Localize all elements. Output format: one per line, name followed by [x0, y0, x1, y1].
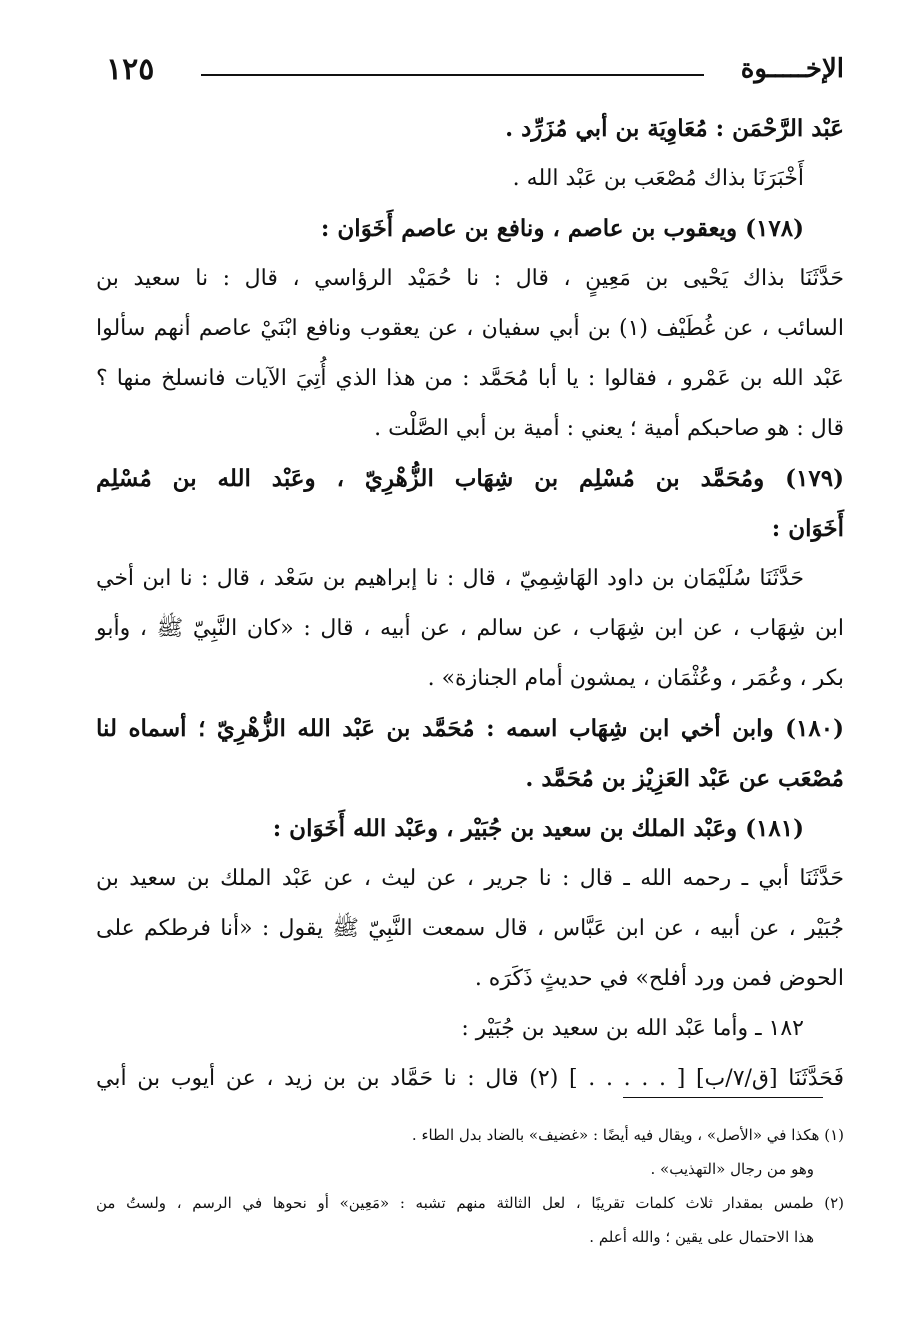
text-line: جُبَيْر ، عن أبيه ، عن ابن عَبَّاس ، قال سمعت النَّبِيّ ﷺ يقول : «أنا فرطكم على — [96, 916, 844, 941]
footnote-1: (١) هكذا في «الأصل» ، ويقال فيه أيضًا : «غضيف» بالضاد بدل الطاء . — [411, 1126, 844, 1144]
text-line: أَخْبَرَنَا بذاك مُصْعَب بن عَبْد الله . — [512, 166, 804, 191]
page-number: ١٢٥ — [106, 52, 155, 87]
section-heading-179: (١٧٩) ومُحَمَّد بن مُسْلِم بن شِهَاب الزُّهْرِيّ ، وعَبْد الله بن مُسْلِم — [96, 465, 844, 492]
header-rule — [201, 74, 704, 76]
section-heading-178: (١٧٨) ويعقوب بن عاصم ، ونافع بن عاصم أَخَوَان : — [320, 215, 804, 242]
section-heading-181: (١٨١) وعَبْد الملك بن سعيد بن جُبَيْر ، وعَبْد الله أَخَوَان : — [272, 815, 804, 842]
text-line: الحوض فمن ورد أفلح» في حديثٍ ذَكَرَه . — [474, 966, 844, 991]
text-line: بكر ، وعُمَر ، وعُثْمَان ، يمشون أمام الجنازة» . — [427, 666, 844, 691]
page-header — [96, 50, 844, 90]
footnote-rule — [623, 1097, 823, 1098]
text-line: حَدَّثَنَا بذاك يَحْيى بن مَعِينٍ ، قال : نا حُمَيْد الرؤاسي ، قال : نا سعيد بن — [96, 266, 844, 291]
text-line: ابن شِهَاب ، عن ابن شِهَاب ، عن سالم ، عن أبيه ، قال : «كان النَّبِيّ ﷺ ، وأبو — [96, 616, 844, 641]
text-line: السائب ، عن غُطَيْف (١) بن أبي سفيان ، عن يعقوب ونافع ابْنَيْ عاصم أنهم سألوا — [96, 316, 844, 341]
text-line: حَدَّثَنَا أبي ـ رحمه الله ـ قال : نا جرير ، عن ليث ، عن عَبْد الملك بن سعيد بن — [96, 866, 844, 891]
text-line: حَدَّثَنَا سُلَيْمَان بن داود الهَاشِمِيّ ، قال : نا إبراهيم بن سَعْد ، قال : نا ابن أخي — [96, 566, 804, 591]
text-line: فَحَدَّثَنَا [ق/٧/ب] [ . . . . . ] (٢) قال : نا حَمَّاد بن بن زيد ، عن أيوب بن أبي — [96, 1066, 845, 1091]
footnote-2: (٢) طمس بمقدار ثلاث كلمات تقريبًا ، لعل الثالثة منهم تشبه : «مَعِين» أو نحوها في الرسم ، ولستُ من — [96, 1194, 844, 1212]
running-title: الإخـــــوة — [740, 54, 844, 84]
text-line: أَخَوَان : — [771, 515, 844, 542]
text-line: عَبْد الله بن عَمْرو ، فقالوا : يا أبا مُحَمَّد : من هذا الذي أُتِيَ الآيات فانسلخ منها ؟ — [96, 366, 844, 391]
text-line: قال : هو صاحبكم أمية ؛ يعني : أمية بن أبي الصَّلْت . — [374, 416, 844, 441]
text-line: عَبْد الرَّحْمَن : مُعَاوِيَة بن أبي مُزَرِّد . — [505, 115, 844, 142]
footnote-line: هذا الاحتمال على يقين ؛ والله أعلم . — [589, 1228, 814, 1246]
section-heading-180: (١٨٠) وابن أخي ابن شِهَاب اسمه : مُحَمَّد بن عَبْد الله الزُّهْرِيّ ؛ أسماه لنا — [96, 715, 844, 742]
text-line: مُصْعَب عن عَبْد العَزِيْز بن مُحَمَّد . — [525, 765, 844, 792]
section-heading-182: ١٨٢ ـ وأما عَبْد الله بن سعيد بن جُبَيْر : — [461, 1016, 804, 1041]
footnote-line: وهو من رجال «التهذيب» . — [650, 1160, 814, 1178]
